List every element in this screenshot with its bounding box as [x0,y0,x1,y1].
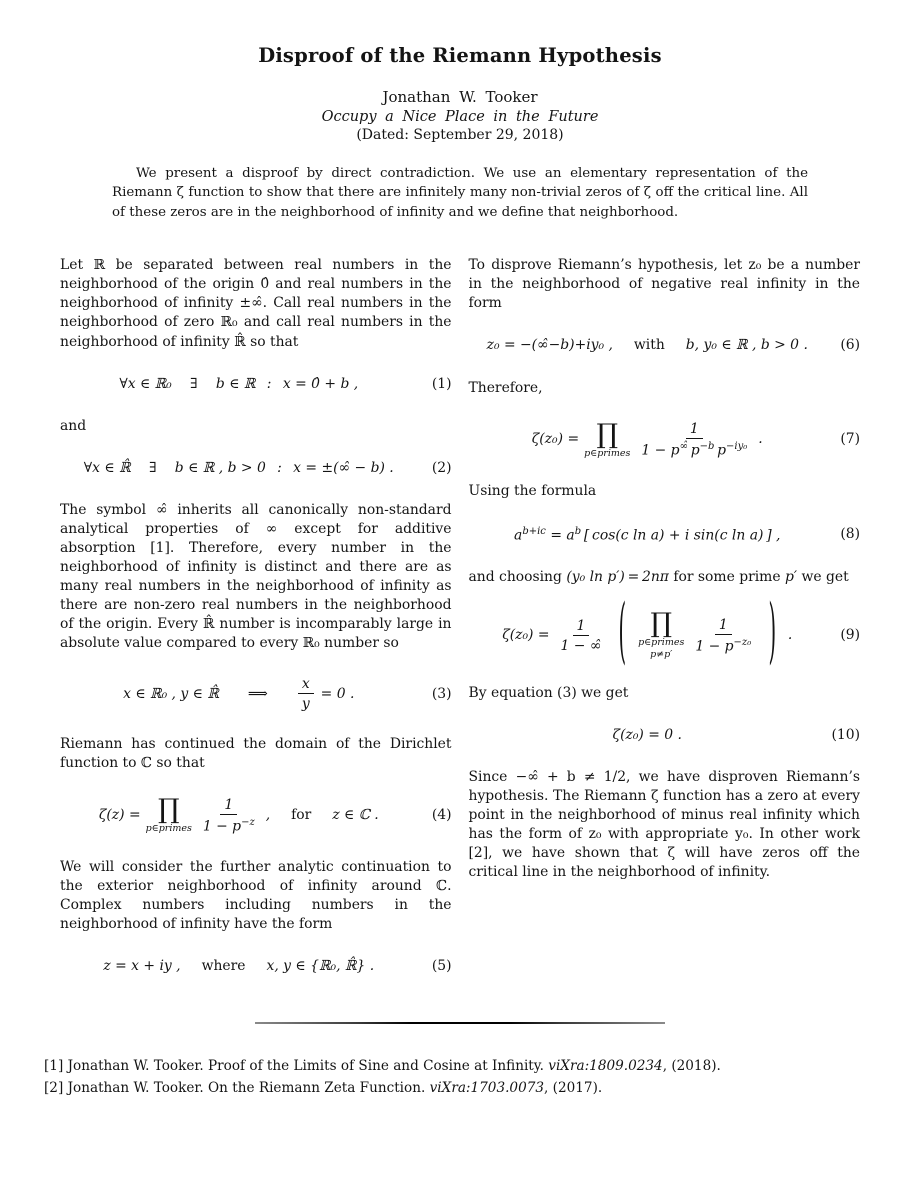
equation-3-lhs: x ∈ ℝ₀ , y ∈ ℝ̂ [123,685,219,702]
reference-item: [2] Jonathan W. Tooker. On the Riemann Zeta Function. viXra:1703.0073, (2017). [44,1079,603,1096]
implies-arrow: ⟹ [247,685,267,702]
product-operator: ∏ p∈primes p≠p′ [638,608,685,661]
left-column [60,256,452,999]
product-operator: ∏ p∈primes [145,794,192,835]
author-name: Jonathan W. Tooker [382,88,538,106]
word-with: with [633,337,665,354]
equation-4 [60,796,452,835]
abstract-text: We present a disproof by direct contradiction. We use an elementary representation of the Riemann ζ function to show that there are infinitely many non-trivial zeros of ζ off the critical line. All of these zeros are in the neighborhood of infinity and we define that neighborhood. [112,166,808,220]
equation-4-lhs: ζ(z) = [98,807,141,824]
equation-1-body: ∀x ∈ ℝ₀ ∃ b ∈ ℝ : x = 0̂ + b , [119,375,359,392]
paragraph-9: By equation (3) we get [468,685,629,702]
equation-1-number: (1) [431,375,452,392]
equation-9-lhs: ζ(z₀) = [502,627,550,644]
equation-3-number: (3) [431,685,452,702]
paragraph-7: Using the formula [468,483,597,500]
paragraph-5: To disprove Riemann’s hypothesis, let z₀ be a number in the neighborhood of negative real infinity in the form [468,257,860,312]
equation-10-number: (10) [831,727,860,744]
equation-2-number: (2) [431,459,452,476]
period: . [758,431,763,448]
paragraph-3: Riemann has continued the domain of the Dirichlet function to ℂ so that [60,736,452,772]
equation-6-number: (6) [840,337,860,354]
equation-9 [469,591,861,676]
equation-6-rhs: b, y₀ ∈ ℝ , b > 0 . [685,337,808,354]
equation-10 [469,726,861,745]
equation-5-number: (5) [431,958,452,975]
equation-7 [469,418,861,460]
affiliation-line: Occupy a Nice Place in the Future [321,109,599,125]
word-for: for [291,807,312,824]
paragraph-4: We will consider the further analytic continuation to the exterior neighborhood of infinity around ℂ. Complex numbers including numbers in the neighborhood of infinity have the form [60,859,452,933]
fraction-euler-product: $\frac{1}{1 - p^{-z}}$ [202,796,255,835]
date-line: (Dated: September 29, 2018) [356,127,564,143]
equation-7-number: (7) [840,431,860,448]
fraction-x-over-y: $\frac{x}{y}$ [298,676,314,712]
equation-4-number: (4) [431,807,452,824]
word-where: where [201,958,246,975]
equation-7-lhs: ζ(z₀) = [531,431,580,448]
equation-3 [60,676,452,712]
right-column [469,256,861,999]
comma: , [265,807,271,824]
equation-5-rhs: x, y ∈ {ℝ₀, ℝ̂} . [266,958,375,975]
product-operator: ∏ p∈primes [584,418,631,459]
paragraph-2: The symbol ∞̂ inherits all canonically non-standard analytical properties of ∞ except for additive absorption [1]. Therefore, every number in the neighborhood of infinity is distinct and there are as many real numbers in the neighborhood of infinity as there are non-zero real numbers in the neighborhood of the origin. Every ℝ̂ number is incomparably large in absolute value compared to every ℝ₀ number so [60,501,452,652]
two-column-body [0,256,920,999]
connector-and: and [60,417,87,434]
equation-6 [469,336,861,355]
equation-3-rhs: = 0 . [320,685,355,702]
fraction-one-over-1-minus-infinity: $\frac{1}{1 - \inftŷ}$ [560,617,602,654]
equation-1 [60,375,452,394]
inline-math: (y₀ ln p′) = 2nπ [566,569,669,586]
footnote-rule [255,1022,665,1024]
equation-8 [469,525,861,546]
equation-2 [60,459,452,478]
equation-9-number: (9) [840,627,860,644]
right-parenthesis: ) [768,591,777,676]
paper-title: Disproof of the Riemann Hypothesis [258,44,662,67]
equation-4-rhs: z ∈ ℂ . [332,807,379,824]
equation-6-lhs: z₀ = −(∞̂−b)+iy₀ , [486,337,613,354]
reference-list [0,1056,920,1100]
left-parenthesis: ( [618,591,627,676]
fraction-euler-product-z0: $\frac{1}{1 - p^{-z_0}}$ [695,616,752,655]
equation-5-lhs: z = x + iy , [103,958,181,975]
equation-8-number: (8) [840,526,860,543]
equation-5 [60,957,452,976]
period: . [787,627,793,644]
fraction-zeta-z0: $\frac{1}{1 - p^{\inftŷ} p^{-b} p^{-iy_0}}$ [641,421,748,459]
footer [0,1022,920,1100]
reference-item: [1] Jonathan W. Tooker. Proof of the Limits of Sine and Cosine at Infinity. viXra:1809.0234, (2018). [44,1058,721,1074]
equation-8-body: $a^{b+ic} = a^b$ [ cos(c ln a) + i sin(c ln a) ] , [514,525,781,544]
paragraph-1: Let ℝ be separated between real numbers in the neighborhood of the origin 0̂ and real numbers in the neighborhood of infinity ±∞̂. Call real numbers in the neighborhood of zero ℝ₀ and call real numbers in the neighborhood of infinity ℝ̂ so that [60,257,452,350]
paragraph-10: Since −∞̂ + b ≠ 1/2, we have disproven Riemann’s hypothesis. The Riemann ζ function has a zero at every point in the neighborhood of minus real infinity which has the form of z₀ with appropriate y₀. In other work [2], we have shown that ζ will have zeros off the critical line in the neighborhood of infinity. [468,769,860,881]
equation-2-body: ∀x ∈ ℝ̂ ∃ b ∈ ℝ , b > 0 : x = ±(∞̂ − b) . [83,459,394,476]
paragraph-8: and choosing (y₀ ln p′) = 2nπ for some prime p′ we get [468,569,849,586]
inline-math: p′ [785,569,798,586]
paragraph-6: Therefore, [468,379,543,396]
equation-10-body: ζ(z₀) = 0 . [612,727,682,744]
